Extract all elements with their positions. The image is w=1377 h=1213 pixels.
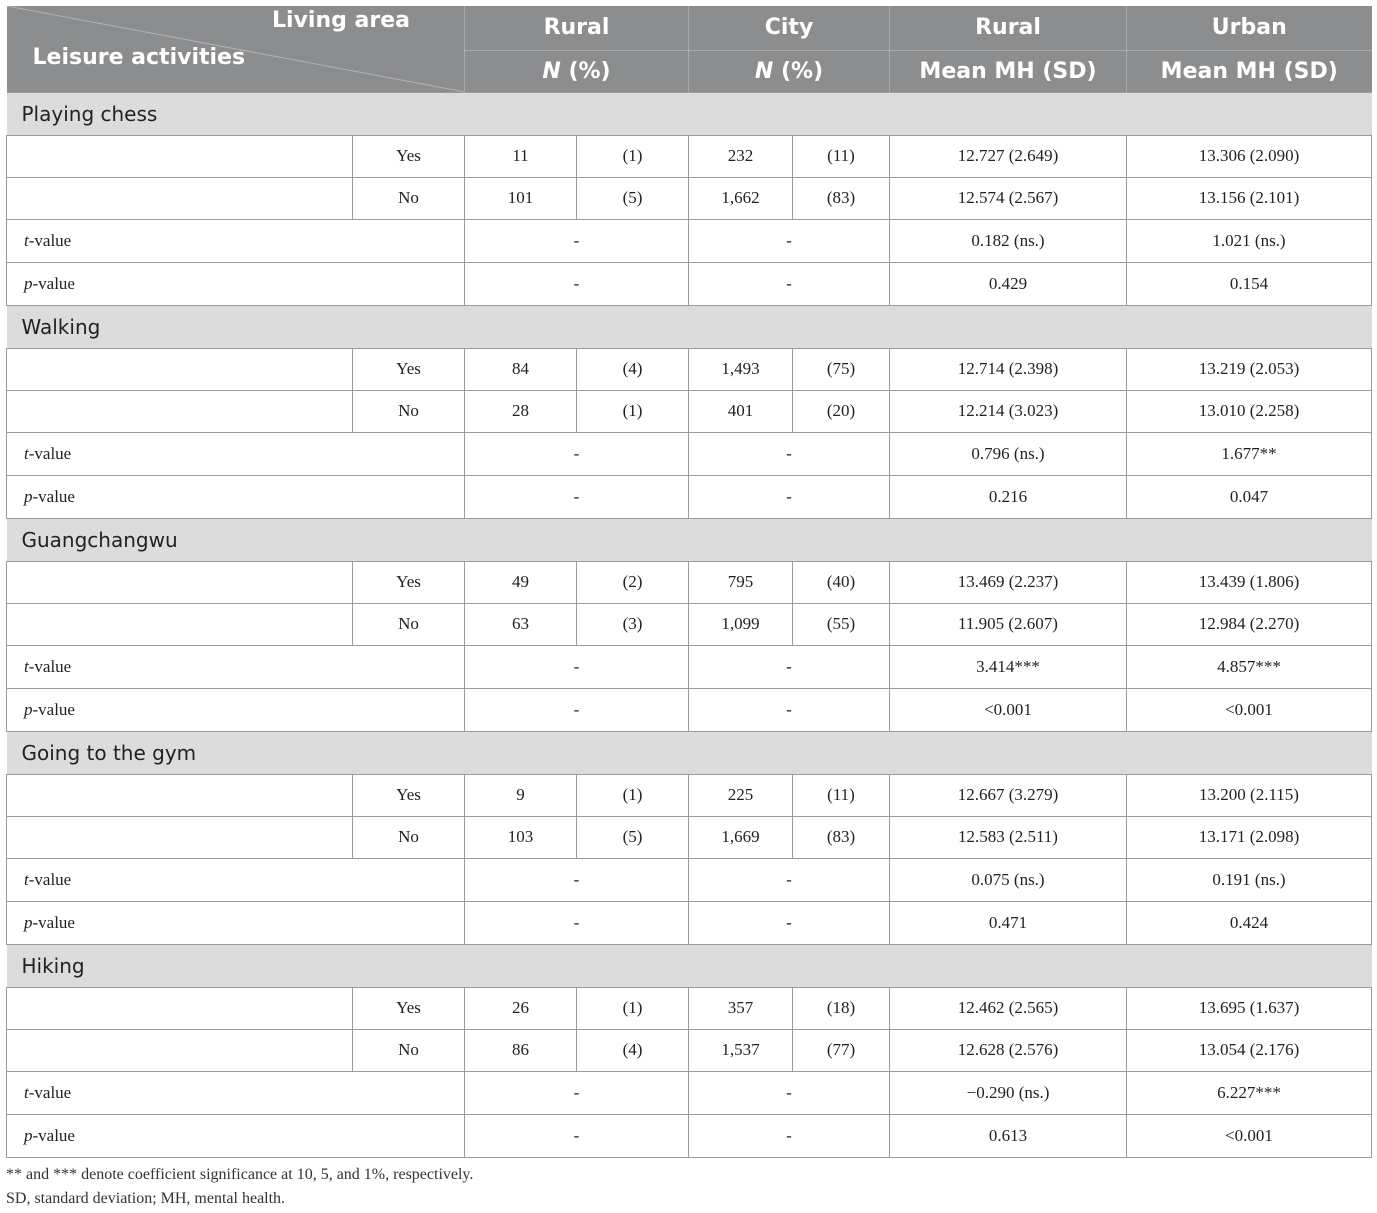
empty-cell [7,561,353,603]
rural-mean-mh: 12.667 (3.279) [890,774,1127,816]
city-count: 1,493 [689,348,793,390]
section-title: Going to the gym [7,731,1372,774]
p-value-label: p-value [7,901,465,944]
city-count: 1,537 [689,1029,793,1071]
response-row [7,135,1372,177]
empty-cell [7,348,353,390]
section-header-row [7,92,1372,135]
response-row [7,987,1372,1029]
rural-mh-stat: 0.613 [890,1114,1127,1157]
rural-percent: (1) [577,987,689,1029]
rural-mean-mh: 12.727 (2.649) [890,135,1127,177]
response-label: Yes [353,774,465,816]
response-row [7,774,1372,816]
city-n-stat: - [689,1071,890,1114]
urban-mh-stat: <0.001 [1127,688,1372,731]
rural-count: 84 [465,348,577,390]
rural-mh-stat: 0.216 [890,475,1127,518]
response-label: Yes [353,987,465,1029]
rural-mh-stat: 0.182 (ns.) [890,219,1127,262]
response-row [7,561,1372,603]
corner-label-living-area: Living area [272,8,410,33]
city-n-stat: - [689,645,890,688]
header-group-urban-mh: Urban [1127,6,1372,50]
city-count: 1,669 [689,816,793,858]
rural-mean-mh: 12.628 (2.576) [890,1029,1127,1071]
city-count: 357 [689,987,793,1029]
section-title: Guangchangwu [7,518,1372,561]
section-title: Playing chess [7,92,1372,135]
rural-percent: (1) [577,390,689,432]
p-value-label: p-value [7,475,465,518]
rural-n-stat: - [465,901,689,944]
rural-mh-stat: 0.796 (ns.) [890,432,1127,475]
city-percent: (83) [793,816,890,858]
empty-cell [7,177,353,219]
rural-count: 9 [465,774,577,816]
rural-count: 103 [465,816,577,858]
rural-percent: (3) [577,603,689,645]
rural-mean-mh: 12.214 (3.023) [890,390,1127,432]
t-value-row [7,219,1372,262]
response-row [7,390,1372,432]
urban-mh-stat: 6.227*** [1127,1071,1372,1114]
table-body [7,92,1372,1157]
p-value-label: p-value [7,1114,465,1157]
urban-mh-stat: 0.154 [1127,262,1372,305]
header-sub-city-n: N (%) [689,50,890,92]
rural-percent: (1) [577,135,689,177]
t-value-row [7,432,1372,475]
section-header-row [7,305,1372,348]
rural-mean-mh: 12.574 (2.567) [890,177,1127,219]
city-count: 1,099 [689,603,793,645]
city-percent: (77) [793,1029,890,1071]
rural-percent: (4) [577,348,689,390]
empty-cell [7,1029,353,1071]
urban-mean-mh: 13.200 (2.115) [1127,774,1372,816]
p-value-label: p-value [7,688,465,731]
rural-percent: (4) [577,1029,689,1071]
header-group-city-n: City [689,6,890,50]
response-label: Yes [353,348,465,390]
rural-percent: (5) [577,816,689,858]
p-value-row [7,688,1372,731]
response-label: Yes [353,561,465,603]
response-label: No [353,816,465,858]
header-sub-rural-n: N (%) [465,50,689,92]
rural-n-stat: - [465,858,689,901]
urban-mean-mh: 13.171 (2.098) [1127,816,1372,858]
rural-count: 26 [465,987,577,1029]
rural-mean-mh: 12.462 (2.565) [890,987,1127,1029]
section-header-row [7,944,1372,987]
t-value-row [7,858,1372,901]
response-row [7,177,1372,219]
city-n-stat: - [689,475,890,518]
city-count: 795 [689,561,793,603]
section-title: Hiking [7,944,1372,987]
table-footnotes [6,1163,473,1211]
rural-mean-mh: 12.714 (2.398) [890,348,1127,390]
urban-mh-stat: 0.424 [1127,901,1372,944]
section-header-row [7,731,1372,774]
rural-n-stat: - [465,1114,689,1157]
rural-count: 49 [465,561,577,603]
response-row [7,348,1372,390]
urban-mean-mh: 13.156 (2.101) [1127,177,1372,219]
city-count: 401 [689,390,793,432]
rural-mh-stat: <0.001 [890,688,1127,731]
city-percent: (11) [793,774,890,816]
p-value-row [7,475,1372,518]
urban-mh-stat: 0.191 (ns.) [1127,858,1372,901]
urban-mean-mh: 12.984 (2.270) [1127,603,1372,645]
city-percent: (40) [793,561,890,603]
header-row-groups [7,6,1372,50]
city-count: 232 [689,135,793,177]
empty-cell [7,603,353,645]
rural-mean-mh: 13.469 (2.237) [890,561,1127,603]
rural-mh-stat: −0.290 (ns.) [890,1071,1127,1114]
rural-mean-mh: 12.583 (2.511) [890,816,1127,858]
rural-percent: (5) [577,177,689,219]
p-value-label: p-value [7,262,465,305]
urban-mean-mh: 13.306 (2.090) [1127,135,1372,177]
urban-mean-mh: 13.010 (2.258) [1127,390,1372,432]
t-value-label: t-value [7,645,465,688]
response-label: No [353,390,465,432]
header-sub-rural-mh: Mean MH (SD) [890,50,1127,92]
section-title: Walking [7,305,1372,348]
urban-mean-mh: 13.439 (1.806) [1127,561,1372,603]
rural-n-stat: - [465,645,689,688]
rural-mh-stat: 0.429 [890,262,1127,305]
section-header-row [7,518,1372,561]
urban-mh-stat: <0.001 [1127,1114,1372,1157]
city-n-stat: - [689,901,890,944]
response-row [7,1029,1372,1071]
response-label: No [353,177,465,219]
response-label: No [353,1029,465,1071]
response-row [7,816,1372,858]
city-n-stat: - [689,432,890,475]
t-value-label: t-value [7,858,465,901]
header-sub-urban-mh: Mean MH (SD) [1127,50,1372,92]
city-n-stat: - [689,858,890,901]
city-n-stat: - [689,219,890,262]
rural-count: 63 [465,603,577,645]
urban-mean-mh: 13.054 (2.176) [1127,1029,1372,1071]
city-percent: (75) [793,348,890,390]
t-value-row [7,645,1372,688]
empty-cell [7,816,353,858]
rural-mh-stat: 0.075 (ns.) [890,858,1127,901]
city-percent: (18) [793,987,890,1029]
rural-n-stat: - [465,219,689,262]
urban-mh-stat: 1.677** [1127,432,1372,475]
t-value-label: t-value [7,1071,465,1114]
rural-n-stat: - [465,688,689,731]
header-group-rural-n: Rural [465,6,689,50]
empty-cell [7,390,353,432]
urban-mean-mh: 13.695 (1.637) [1127,987,1372,1029]
t-value-label: t-value [7,219,465,262]
city-count: 225 [689,774,793,816]
p-value-row [7,262,1372,305]
city-n-stat: - [689,688,890,731]
city-percent: (20) [793,390,890,432]
rural-n-stat: - [465,432,689,475]
t-value-row [7,1071,1372,1114]
empty-cell [7,774,353,816]
empty-cell [7,987,353,1029]
p-value-row [7,1114,1372,1157]
rural-count: 28 [465,390,577,432]
urban-mh-stat: 4.857*** [1127,645,1372,688]
response-label: Yes [353,135,465,177]
city-count: 1,662 [689,177,793,219]
empty-cell [7,135,353,177]
urban-mh-stat: 0.047 [1127,475,1372,518]
corner-label-leisure-activities: Leisure activities [32,44,246,70]
data-table-wrapper [6,6,1371,1158]
rural-n-stat: - [465,1071,689,1114]
city-percent: (55) [793,603,890,645]
rural-percent: (2) [577,561,689,603]
rural-n-stat: - [465,475,689,518]
rural-mh-stat: 3.414*** [890,645,1127,688]
response-label: No [353,603,465,645]
t-value-label: t-value [7,432,465,475]
rural-count: 101 [465,177,577,219]
city-n-stat: - [689,1114,890,1157]
rural-percent: (1) [577,774,689,816]
urban-mh-stat: 1.021 (ns.) [1127,219,1372,262]
rural-mean-mh: 11.905 (2.607) [890,603,1127,645]
rural-count: 11 [465,135,577,177]
rural-mh-stat: 0.471 [890,901,1127,944]
header-corner-cell [7,6,465,92]
p-value-row [7,901,1372,944]
footnote-abbreviations: SD, standard deviation; MH, mental health. [6,1190,286,1207]
footnote-significance: ** and *** denote coefficient significance at 10, 5, and 1%, respectively. [6,1166,474,1183]
city-percent: (83) [793,177,890,219]
city-percent: (11) [793,135,890,177]
leisure-activities-table [6,6,1372,1158]
city-n-stat: - [689,262,890,305]
rural-n-stat: - [465,262,689,305]
rural-count: 86 [465,1029,577,1071]
urban-mean-mh: 13.219 (2.053) [1127,348,1372,390]
header-group-rural-mh: Rural [890,6,1127,50]
response-row [7,603,1372,645]
